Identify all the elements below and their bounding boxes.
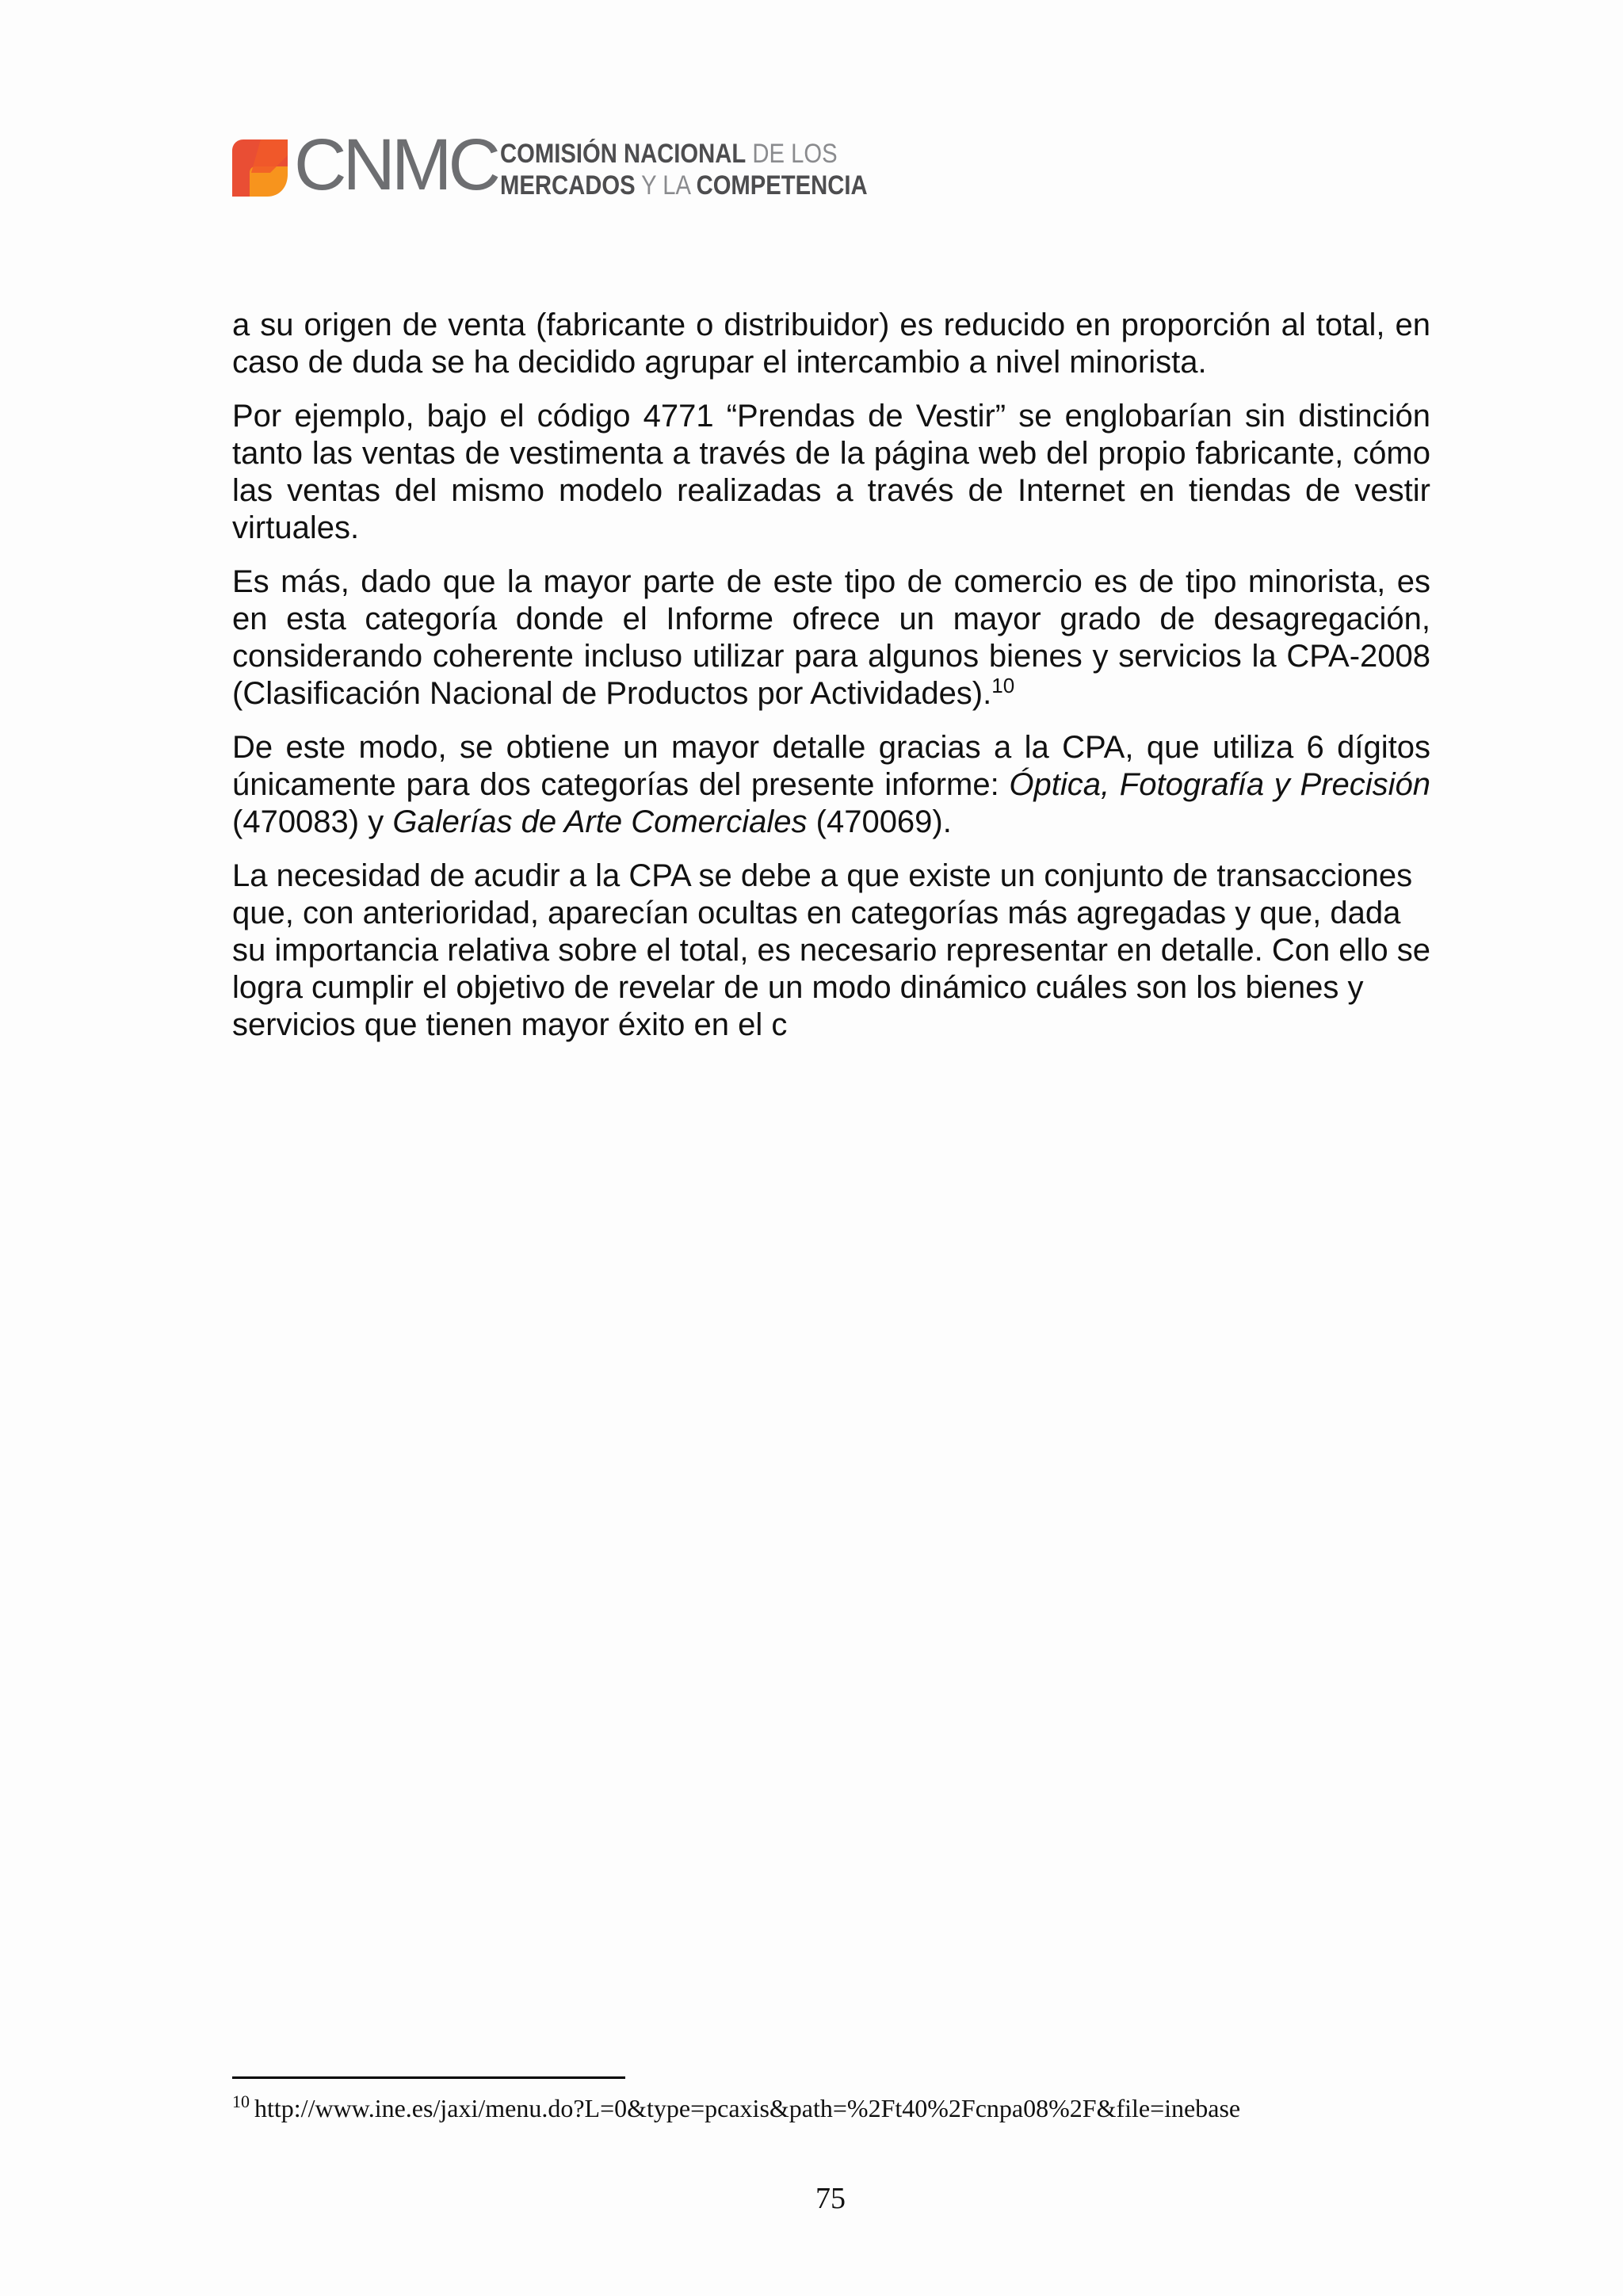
footnote-reference[interactable]: 10 — [991, 674, 1015, 697]
footnote-number: 10 — [232, 2092, 250, 2111]
footnote-divider — [232, 2076, 625, 2079]
paragraph-5: La necesidad de acudir a la CPA se debe a que existe un conjunto de transacciones que, con anterioridad, aparecían ocultas en categorías más agregadas y que, dada su importancia relativa sobre el total, es necesario representar en detalle. Con ello se logra cumplir el objetivo de revelar de un modo dinámico cuáles son los bienes y servicios que tienen mayor éxito en el c — [232, 858, 1430, 1042]
paragraph-1: a su origen de venta (fabricante o distribuidor) es reducido en proporción al total, en caso de duda se ha decidido agrupar el intercambio a nivel minorista. — [232, 308, 1430, 380]
footnote — [232, 2092, 1421, 2124]
logo-line-2: MERCADOS Y LA COMPETENCIA — [500, 170, 868, 201]
cnmc-logo-letters: CNMC — [294, 124, 497, 205]
cnmc-logo-text — [500, 138, 868, 201]
cnmc-logo — [232, 124, 868, 205]
paragraph-3: Es más, dado que la mayor parte de este tipo de comercio es de tipo minorista, es en esta categoría donde el Informe ofrece un mayor grado de desagregación, considerando coherente incluso utilizar para algunos bienes y servicios la CPA-2008 (Clasificación Nacional de Productos por Actividades).$^{10}$ — [232, 564, 1430, 711]
cnmc-logo-mark-icon — [232, 139, 288, 197]
body-text — [232, 307, 1430, 1060]
logo-line-1: COMISIÓN NACIONAL DE LOS — [500, 139, 838, 169]
paragraph-2: Por ejemplo, bajo el código 4771 “Prendas de Vestir” se englobarían sin distinción tanto las ventas de vestimenta a través de la página web del propio fabricante, cómo las ventas del mismo modelo realizadas a través de Internet en tiendas de vestir virtuales. — [232, 399, 1430, 545]
page-number: 75 — [815, 2182, 846, 2215]
footnote-link[interactable]: http://www.ine.es/jaxi/menu.do?L=0&type=pcaxis&path=%2Ft40%2Fcnpa08%2F&file=inebase — [254, 2094, 1241, 2122]
paragraph-4: De este modo, se obtiene un mayor detalle gracias a la CPA, que utiliza 6 dígitos únicamente para dos categorías del presente informe: Óptica, Fotografía y Precisión (470083) y Galerías de Arte Comerciales (470069). — [232, 730, 1430, 839]
